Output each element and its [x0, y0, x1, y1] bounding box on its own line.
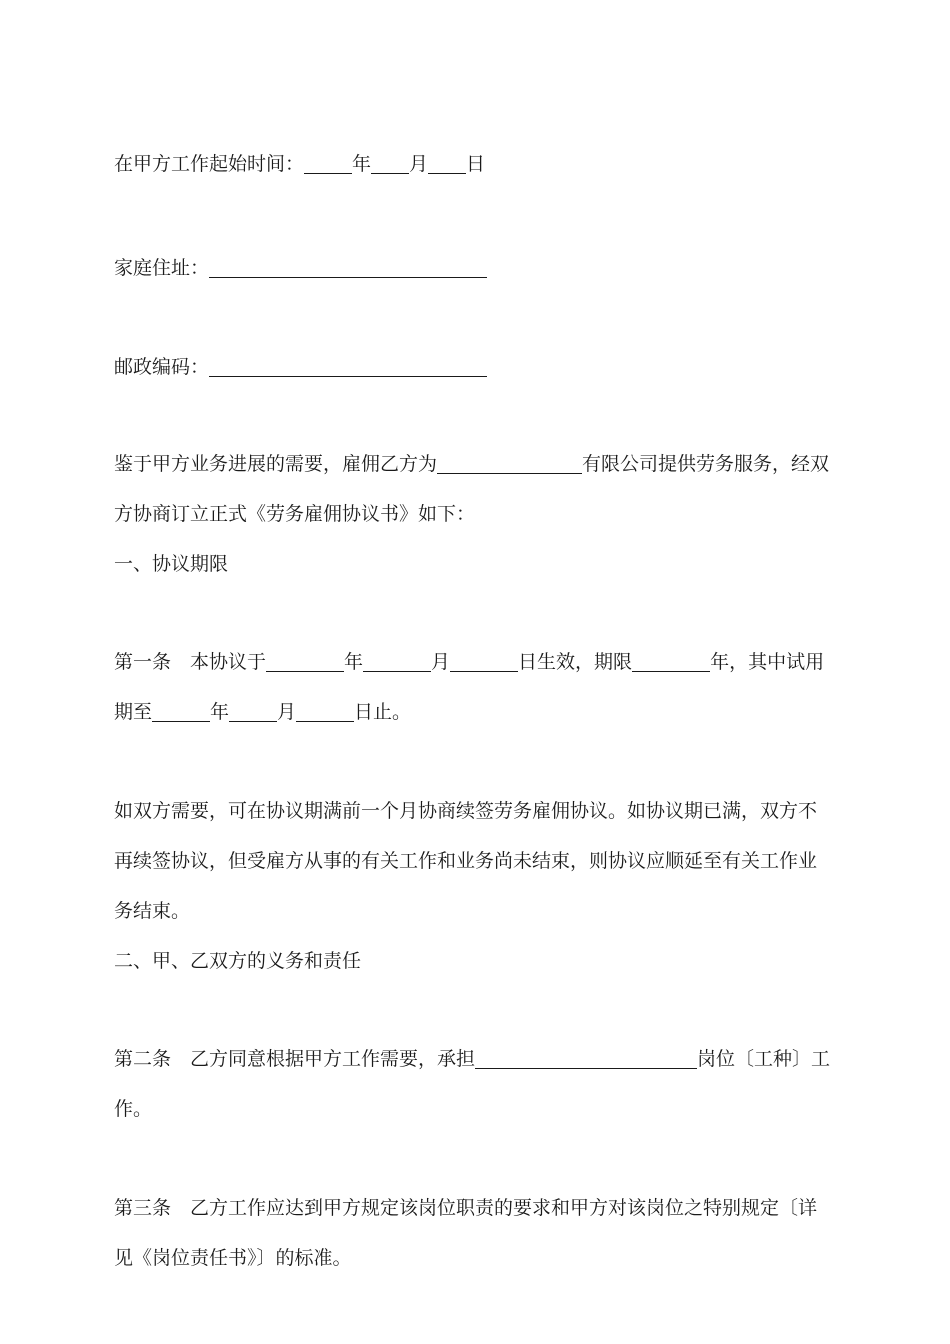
article2-line-2: 作。 — [114, 1098, 153, 1120]
day-text: 日 — [466, 153, 486, 175]
article1-effective: 日生效，期限 — [518, 651, 633, 673]
article1-line2-month: 月 — [277, 701, 297, 723]
article1-month: 月 — [431, 651, 451, 673]
article1-line2-a: 期至 — [114, 701, 153, 723]
article2-line-1 — [114, 1047, 830, 1071]
article3-line-1: 第三条 乙方工作应达到甲方规定该岗位职责的要求和甲方对该岗位之特别规定〔详 — [114, 1197, 818, 1219]
renewal-line-2: 再续签协议，但受雇方从事的有关工作和业务尚未结束，则协议应顺延至有关工作业 — [114, 850, 818, 872]
article1-month-blank — [363, 653, 431, 672]
trial-day-blank — [296, 703, 354, 722]
intro-text-a: 鉴于甲方业务进展的需要，雇佣乙方为 — [114, 453, 438, 475]
renewal-line-1: 如双方需要，可在协议期满前一个月协商续签劳务雇佣协议。如协议期已满，双方不 — [114, 800, 818, 822]
postal-code-line — [114, 355, 487, 379]
home-address-blank — [209, 259, 487, 278]
trial-year-blank — [152, 703, 210, 722]
article1-day-blank — [450, 653, 518, 672]
postal-code-blank — [209, 358, 487, 377]
day-blank — [428, 155, 466, 174]
section1-title: 一、协议期限 — [114, 553, 229, 575]
trial-month-blank — [229, 703, 277, 722]
section2-title: 二、甲、乙双方的义务和责任 — [114, 950, 362, 972]
company-blank — [437, 455, 582, 474]
article2-text-b: 岗位〔工种〕工 — [697, 1048, 831, 1070]
year-blank — [304, 155, 352, 174]
intro-text-b: 有限公司提供劳务服务，经双 — [582, 453, 830, 475]
intro-line-2: 方协商订立正式《劳务雇佣协议书》如下： — [114, 503, 476, 525]
start-date-line — [114, 152, 485, 176]
month-text: 月 — [409, 153, 429, 175]
postal-code-label: 邮政编码： — [114, 356, 210, 378]
home-address-label: 家庭住址： — [114, 257, 210, 279]
article1-line-2 — [114, 700, 411, 724]
article2-text-a: 第二条 乙方同意根据甲方工作需要，承担 — [114, 1048, 476, 1070]
position-blank — [475, 1050, 697, 1069]
article1-text-a: 第一条 本协议于 — [114, 651, 267, 673]
intro-line-1 — [114, 452, 829, 476]
home-address-line — [114, 256, 487, 280]
article3-line-2: 见《岗位责任书》〕的标准。 — [114, 1247, 352, 1269]
article1-year: 年 — [344, 651, 364, 673]
article1-line-1 — [114, 650, 824, 674]
article1-line2-year: 年 — [210, 701, 230, 723]
renewal-line-3: 务结束。 — [114, 900, 191, 922]
article1-line2-end: 日止。 — [354, 701, 412, 723]
month-blank — [371, 155, 409, 174]
article1-term-blank — [632, 653, 710, 672]
start-date-label: 在甲方工作起始时间： — [114, 153, 305, 175]
article1-trial: 年，其中试用 — [710, 651, 825, 673]
year-text: 年 — [352, 153, 372, 175]
article1-year-blank — [266, 653, 344, 672]
